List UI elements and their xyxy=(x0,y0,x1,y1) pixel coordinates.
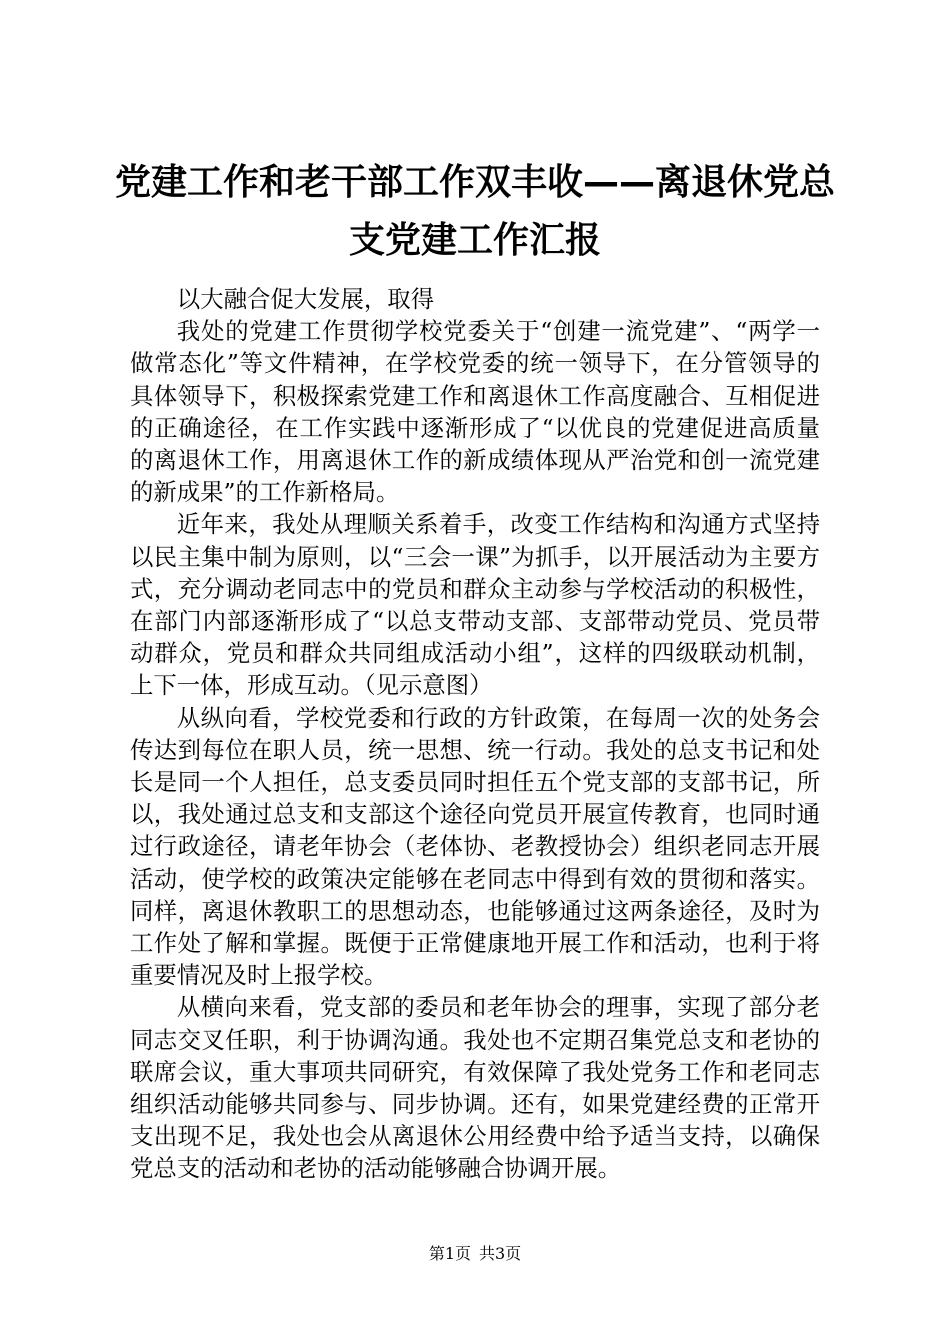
page-footer xyxy=(0,1244,950,1264)
document-body xyxy=(130,283,820,1185)
page-total: 共3页 xyxy=(479,1244,522,1263)
paragraph-intro: 以大融合促大发展，取得 xyxy=(176,285,435,313)
paragraph: 近年来，我处从理顺关系着手，改变工作结构和沟通方式坚持以民主集中制为原则，以“三会一课”为抓手，以开展活动为主要方式，充分调动老同志中的党员和群众主动参与学校活动的积极性，在部门内部逐渐形成了“以总支带动支部、支部带动党员、党员带动群众，党员和群众共同组成活动小组”，这样的四级联动机制，上下一体，形成互动。（见示意图） xyxy=(130,510,820,700)
document-title-line2: 支党建工作汇报 xyxy=(348,220,601,261)
paragraph: 从纵向看，学校党委和行政的方针政策，在每周一次的处务会传达到每位在职人员，统一思想、统一行动。我处的总支书记和处长是同一个人担任，总支委员同时担任五个党支部的支部书记，所以，我处通过总支和支部这个途径向党员开展宣传教育，也同时通过行政途径，请老年协会（老体协、老教授协会）组织老同志开展活动，使学校的政策决定能够在老同志中得到有效的贯彻和落实。同样，离退休教职工的思想动态，也能够通过这两条途径，及时为工作处了解和掌握。既便于正常健康地开展工作和活动，也利于将重要情况及时上报学校。 xyxy=(130,703,820,990)
page-number: 第1页 xyxy=(428,1244,471,1263)
paragraph: 从横向来看，党支部的委员和老年协会的理事，实现了部分老同志交叉任职，利于协调沟通。我处也不定期召集党总支和老协的联席会议，重大事项共同研究，有效保障了我处党务工作和老同志组织活动能够共同参与、同步协调。还有，如果党建经费的正常开支出现不足，我处也会从离退休公用经费中给予适当支持，以确保党总支的活动和老协的活动能够融合协调开展。 xyxy=(130,993,820,1183)
document-title-line1: 党建工作和老干部工作双丰收——离退休党总 xyxy=(114,162,835,203)
paragraph: 我处的党建工作贯彻学校党委关于“创建一流党建”、“两学一做常态化”等文件精神，在学校党委的统一领导下，在分管领导的具体领导下，积极探索党建工作和离退休工作高度融合、互相促进的正确途径，在工作实践中逐渐形成了“以优良的党建促进高质量的离退休工作，用离退休工作的新成绩体现从严治党和创一流党建的新成果”的工作新格局。 xyxy=(130,317,820,507)
